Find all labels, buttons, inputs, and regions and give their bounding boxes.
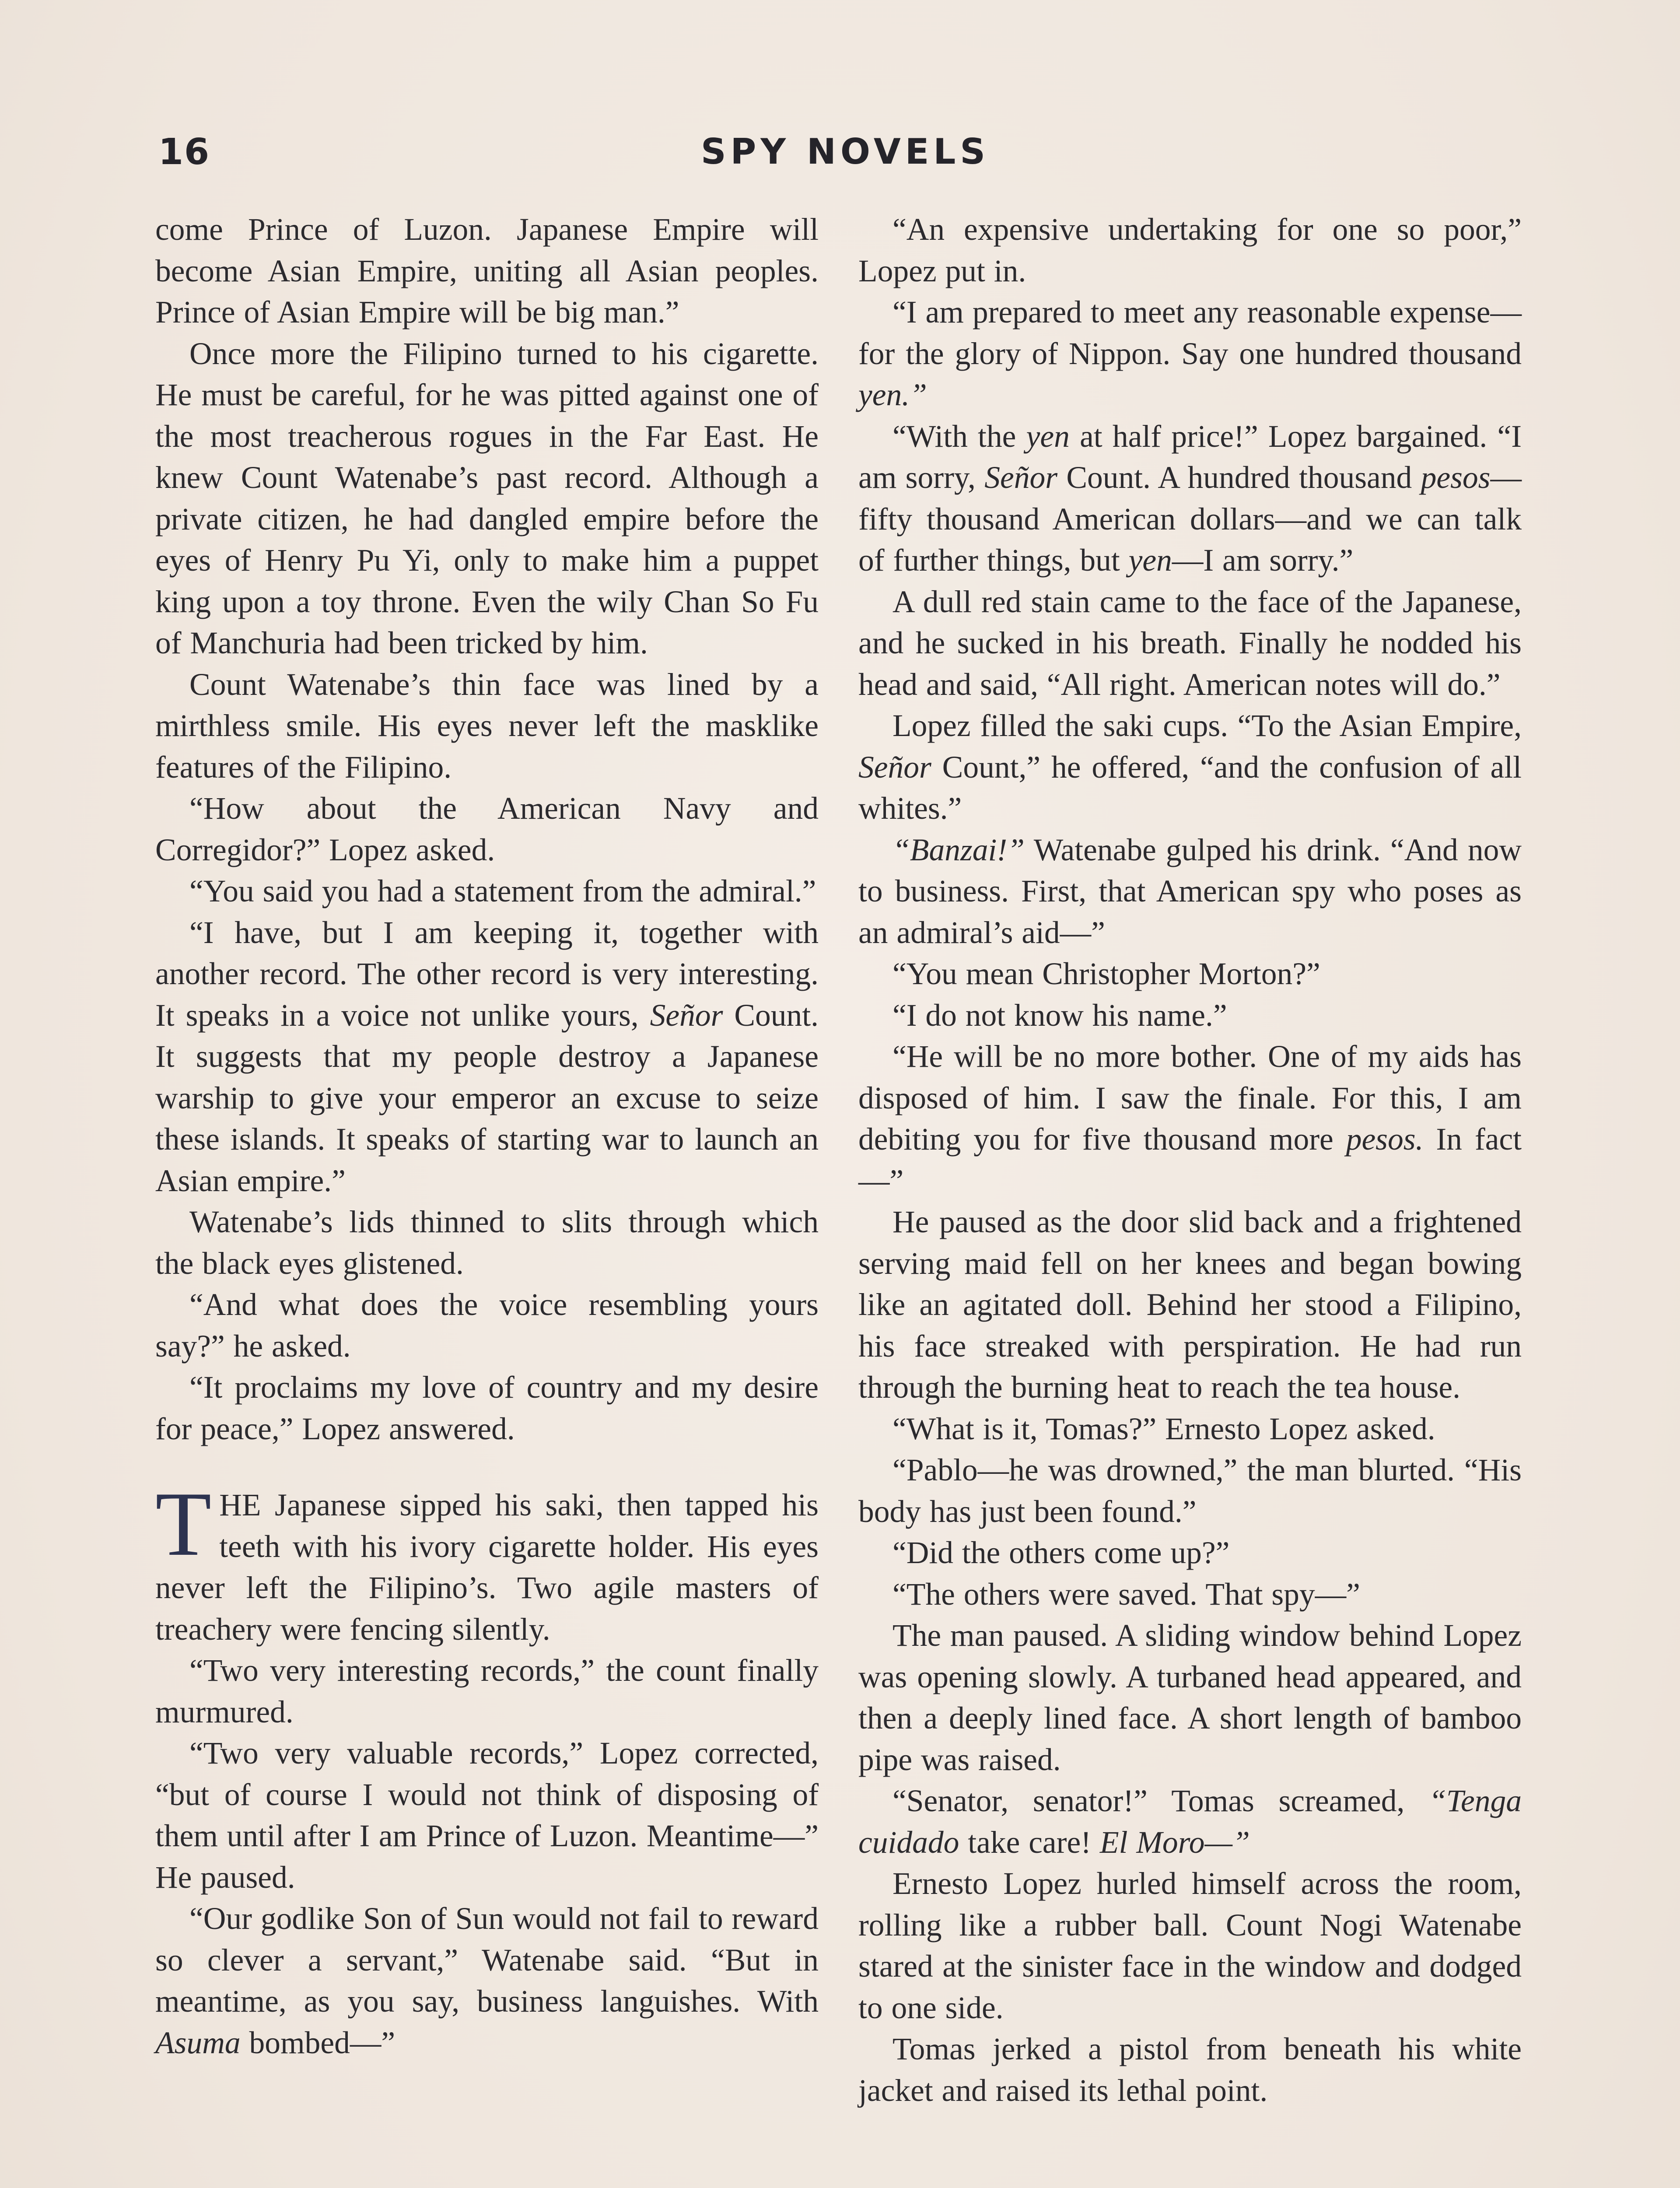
page-header <box>158 131 1532 179</box>
paragraph: “How about the American Navy and Corregidor?” Lopez asked. <box>155 791 819 867</box>
paragraph: “An expensive undertaking for one so poor,” Lopez put in. <box>858 212 1522 288</box>
italic-text: “Tenga cuidado <box>858 1784 1522 1860</box>
running-head: SPY NOVELS <box>701 131 990 172</box>
paragraph: Watenabe’s lids thinned to slits through which the black eyes glistened. <box>155 1205 819 1281</box>
section-start-paragraph <box>155 1473 819 1650</box>
paragraph <box>858 705 1522 830</box>
paragraph: He paused as the door slid back and a frightened serving maid fell on her knees and began bowing like an agitated doll. Behind her stood a Filipino, his face streaked with perspiration. He had run through the burning heat to reach the tea house. <box>858 1205 1522 1405</box>
italic-text: Señor <box>858 750 931 785</box>
paragraph: “It proclaims my love of country and my desire for peace,” Lopez answered. <box>155 1370 819 1446</box>
text-span: “I am prepared to meet any reasonable expense—for the glory of Nippon. Say one hundred thousand <box>858 295 1522 371</box>
italic-text: Asuma <box>155 2025 241 2060</box>
paragraph: “What is it, Tomas?” Ernesto Lopez asked. <box>892 1411 1435 1446</box>
paragraph: A dull red stain came to the face of the Japanese, and he sucked in his breath. Finally he nodded his head and said, “All right. American notes will do.” <box>858 584 1522 702</box>
page-number: 16 <box>158 131 210 173</box>
text-span: take care! <box>959 1825 1100 1860</box>
text-span: In fact—” <box>858 1122 1522 1198</box>
paragraph <box>858 416 1522 582</box>
text-span: “I have, but I am keeping it, together with another record. The other record is very interesting. It speaks in a voice not unlike yours, <box>155 915 819 1033</box>
right-column <box>858 209 1522 2111</box>
paragraph: Tomas jerked a pistol from beneath his white jacket and raised its lethal point. <box>858 2032 1522 2108</box>
italic-text: yen <box>1026 419 1070 454</box>
paragraph <box>858 292 1522 416</box>
italic-text: El Moro—” <box>1099 1825 1250 1860</box>
paragraph: “The others were saved. That spy—” <box>892 1577 1360 1612</box>
italic-text: Señor <box>984 460 1058 495</box>
text-span: —fifty thousand American dollars—and we can talk of further things, but <box>858 460 1522 578</box>
italic-text: pesos. <box>1346 1122 1424 1157</box>
paragraph <box>858 1781 1522 1863</box>
text-span: —I am sorry.” <box>1172 543 1354 578</box>
paragraph <box>858 1036 1522 1202</box>
paragraph: “You mean Christopher Morton?” <box>892 957 1320 991</box>
text-span: “He will be no more bother. One of my aids has disposed of him. I saw the finale. For this, I am debiting you for five thousand more <box>858 1039 1522 1157</box>
paragraph: “Two very interesting records,” the count finally murmured. <box>155 1653 819 1729</box>
text-span: Lopez filled the saki cups. “To the Asian Empire, <box>892 708 1522 743</box>
italic-text: pesos <box>1421 460 1491 495</box>
text-span: Count,” he offered, “and the confusion of all whites.” <box>858 750 1522 826</box>
text-span: HE Japanese sipped his saki, then tapped his teeth with his ivory cigarette holder. His eyes never left the Filipino’s. Two agile masters of treachery were fencing silently. <box>155 1488 819 1647</box>
paragraph: “Pablo—he was drowned,” the man blurted. “His body has just been found.” <box>858 1453 1522 1529</box>
paragraph <box>155 1898 819 2064</box>
text-span: “Senator, senator!” Tomas screamed, <box>892 1784 1429 1818</box>
left-column <box>155 209 819 2064</box>
paragraph: “Two very valuable records,” Lopez corrected, “but of course I would not think of disposing of them until after I am Prince of Luzon. Meantime—” He paused. <box>155 1736 819 1895</box>
paragraph <box>155 912 819 1202</box>
italic-text: yen <box>1128 543 1172 578</box>
paragraph: “You said you had a statement from the admiral.” <box>189 874 816 908</box>
paragraph <box>858 830 1522 954</box>
drop-cap: T <box>155 1473 212 1575</box>
text-span: Count. It suggests that my people destroy a Japanese warship to give your emperor an excuse to seize these islands. It speaks of starting war to launch an Asian empire.” <box>155 998 819 1198</box>
text-span: Watenabe gulped his drink. “And now to business. First, that American spy who poses as an admiral’s aid—” <box>858 832 1522 950</box>
italic-text: “Banzai!” <box>892 832 1025 867</box>
paragraph: “I do not know his name.” <box>892 998 1227 1033</box>
text-span: at half price!” Lopez bargained. “I am sorry, <box>858 419 1522 495</box>
paragraph: Once more the Filipino turned to his cigarette. He must be careful, for he was pitted against one of the most treacherous rogues in the Far East. He knew Count Watenabe’s past record. Although a private citizen, he had dangled empire before the eyes of Henry Pu Yi, only to make him a puppet king upon a toy throne. Even the wily Chan So Fu of Manchuria had been tricked by him. <box>155 336 819 660</box>
text-span: Count. A hundred thousand <box>1057 460 1421 495</box>
paragraph: Count Watenabe’s thin face was lined by a mirthless smile. His eyes never left the masklike features of the Filipino. <box>155 667 819 785</box>
text-span: “With the <box>892 419 1026 454</box>
paragraph: “Did the others come up?” <box>892 1536 1230 1570</box>
paragraph: come Prince of Luzon. Japanese Empire will become Asian Empire, uniting all Asian peoples. Prince of Asian Empire will be big man.” <box>155 212 819 330</box>
text-span: “Our godlike Son of Sun would not fail to reward so clever a servant,” Watenabe said. “But in meantime, as you say, business languishes. With <box>155 1901 819 2019</box>
italic-text: yen.” <box>858 378 927 412</box>
paragraph: The man paused. A sliding window behind Lopez was opening slowly. A turbaned head appeared, and then a deeply lined face. A short length of bamboo pipe was raised. <box>858 1618 1522 1777</box>
italic-text: Señor <box>650 998 723 1033</box>
paragraph: Ernesto Lopez hurled himself across the room, rolling like a rubber ball. Count Nogi Watenabe stared at the sinister face in the window and dodged to one side. <box>858 1866 1522 2025</box>
paragraph: “And what does the voice resembling yours say?” he asked. <box>155 1287 819 1364</box>
text-span: bombed—” <box>240 2025 396 2060</box>
